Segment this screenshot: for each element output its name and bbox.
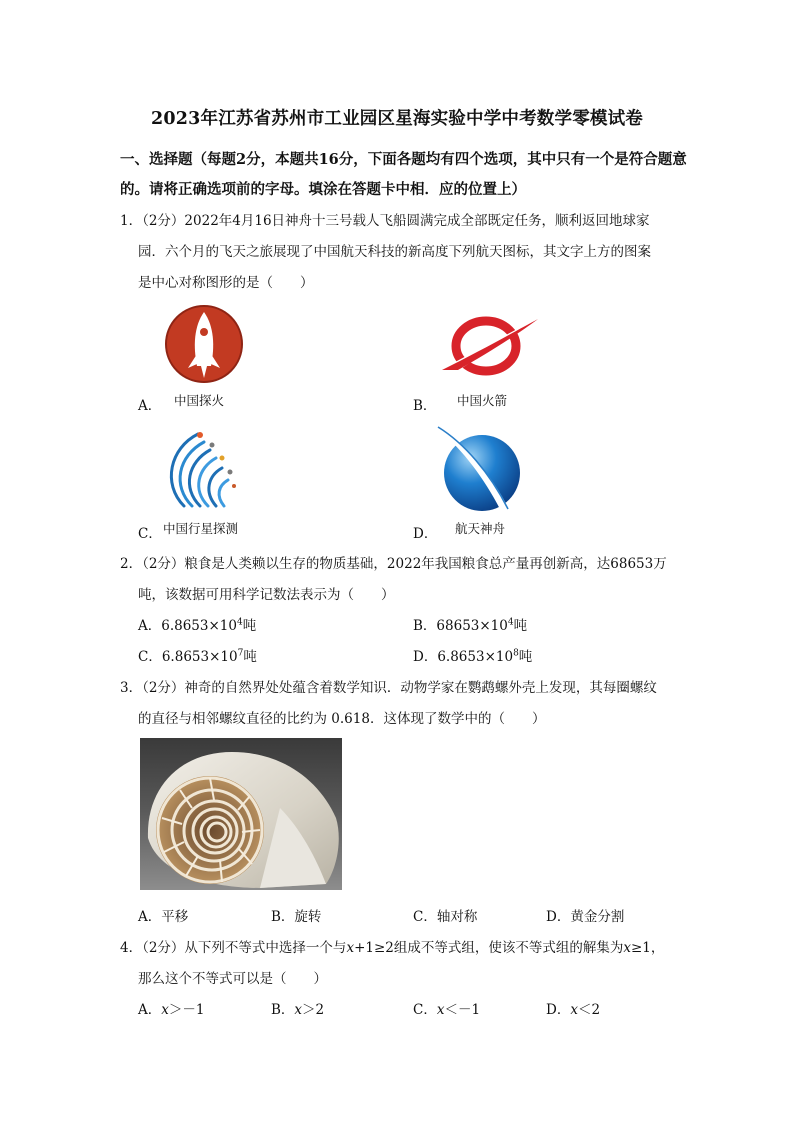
- section-heading-line-1: 一、选择题（每题2分，本题共16分，下面各题均有四个选项，其中只有一个是符合题意: [120, 151, 687, 168]
- q2-option-c-unit: 吨: [243, 649, 257, 665]
- q2-option-d: [413, 645, 532, 665]
- q4-text-pre: 4．（2分）从下列不等式中选择一个与: [120, 940, 347, 956]
- q4-var-x: x: [346, 940, 355, 956]
- shenzhou-spacecraft-logo: [436, 425, 526, 515]
- q4-option-d-letter: D．: [546, 1002, 571, 1018]
- q1-option-a-letter: A．: [138, 398, 162, 414]
- q2-option-b-base: 68653×10: [436, 618, 508, 634]
- q1-option-b-caption: 中国火箭: [457, 393, 508, 408]
- q4-option-c: [413, 998, 480, 1018]
- q4-option-d: [546, 998, 600, 1018]
- q4-option-b: [271, 998, 324, 1018]
- q4-option-b-letter: B．: [271, 1002, 295, 1018]
- q1-option-d-caption: 航天神舟: [455, 521, 506, 536]
- q4-option-a-rel: ＞－1: [168, 1002, 205, 1018]
- q3-option-a: A．平移: [138, 909, 189, 925]
- q3-option-c: C．轴对称: [413, 909, 478, 925]
- page-title: 2023年江苏省苏州市工业园区星海实验中学中考数学零模试卷: [150, 109, 643, 129]
- q1-text-line-1: 1．（2分）2022年4月16日神舟十三号载人飞船圆满完成全部既定任务，顺利返回地球家: [120, 213, 650, 229]
- q1-option-a-caption: 中国探火: [174, 393, 225, 408]
- q4-text-line-1: [120, 936, 664, 956]
- q2-option-b-letter: B．: [413, 618, 437, 634]
- q1-option-c-letter: C．: [138, 526, 162, 542]
- q4-option-c-var: x: [436, 1002, 445, 1018]
- nautilus-shell-photo: [140, 738, 342, 890]
- q4-text-expr: +1≥2: [354, 940, 394, 956]
- q1-text-line-2: 园．六个月的飞天之旅展现了中国航天科技的新高度下列航天图标，其文字上方的图案: [138, 244, 651, 260]
- q2-option-b-unit: 吨: [513, 618, 528, 634]
- q1-option-d-letter: D．: [413, 526, 438, 542]
- section-heading-line-2: 的。请将正确选项前的字母。填涂在答题卡中相．应的位置上）: [120, 181, 526, 198]
- q2-option-d-letter: D．: [413, 649, 438, 665]
- q2-option-a-letter: A．: [138, 618, 162, 634]
- q4-option-b-var: x: [294, 1002, 303, 1018]
- q2-option-c-exp: 7: [237, 648, 244, 659]
- q2-option-c-letter: C．: [138, 649, 162, 665]
- q4-option-b-rel: ＞2: [302, 1002, 325, 1018]
- q2-option-a-base: 6.8653×10: [161, 618, 237, 634]
- q1-text-line-3: 是中心对称图形的是（ ）: [138, 275, 314, 291]
- q2-option-a-exp: 4: [236, 617, 243, 628]
- q2-option-b-exp: 4: [507, 617, 514, 628]
- q1-option-c-caption: 中国行星探测: [163, 521, 239, 536]
- q4-option-a: [138, 998, 204, 1018]
- q3-option-d: D．黄金分割: [546, 909, 625, 925]
- q4-option-a-var: x: [161, 1002, 169, 1018]
- q2-text-line-1: 2．（2分）粮食是人类赖以生存的物质基础，2022年我国粮食总产量再创新高，达68653万: [120, 556, 667, 572]
- q4-option-d-rel: ＜2: [577, 1002, 601, 1018]
- q4-option-a-letter: A．: [138, 1002, 162, 1018]
- q4-text-mid: 组成不等式组，使该不等式组的解集为: [393, 940, 624, 956]
- q2-option-d-unit: 吨: [518, 649, 533, 665]
- q3-text-line-2: 的直径与相邻螺纹直径的比约为 0.618．这体现了数学中的（ ）: [138, 711, 546, 727]
- china-planetary-exploration-logo: [160, 428, 240, 512]
- q4-var-x-2: x: [623, 940, 631, 956]
- q4-option-c-rel: ＜－1: [444, 1002, 481, 1018]
- q2-option-c: [138, 645, 257, 665]
- q4-text-line-2: 那么这个不等式可以是（ ）: [138, 971, 327, 987]
- q2-option-a-unit: 吨: [242, 618, 257, 634]
- q4-text-solution: ≥1，: [631, 940, 665, 956]
- q1-option-b-letter: B．: [413, 398, 437, 414]
- q3-option-b: B．旋转: [271, 909, 322, 925]
- q4-option-d-var: x: [570, 1002, 578, 1018]
- q4-option-c-letter: C．: [413, 1002, 437, 1018]
- q2-option-b: [413, 614, 527, 634]
- q2-option-d-exp: 8: [513, 648, 519, 659]
- q2-text-line-2: 吨，该数据可用科学记数法表示为（ ）: [138, 587, 395, 603]
- q2-option-a: [138, 614, 256, 634]
- q3-text-line-1: 3．（2分）神奇的自然界处处蕴含着数学知识．动物学家在鹦鹉螺外壳上发现，其每圈螺纹: [120, 680, 657, 696]
- china-mars-exploration-logo: [164, 304, 244, 384]
- q2-option-d-base: 6.8653×10: [437, 649, 514, 665]
- china-rocket-logo: [434, 314, 540, 376]
- q2-option-c-base: 6.8653×10: [161, 649, 238, 665]
